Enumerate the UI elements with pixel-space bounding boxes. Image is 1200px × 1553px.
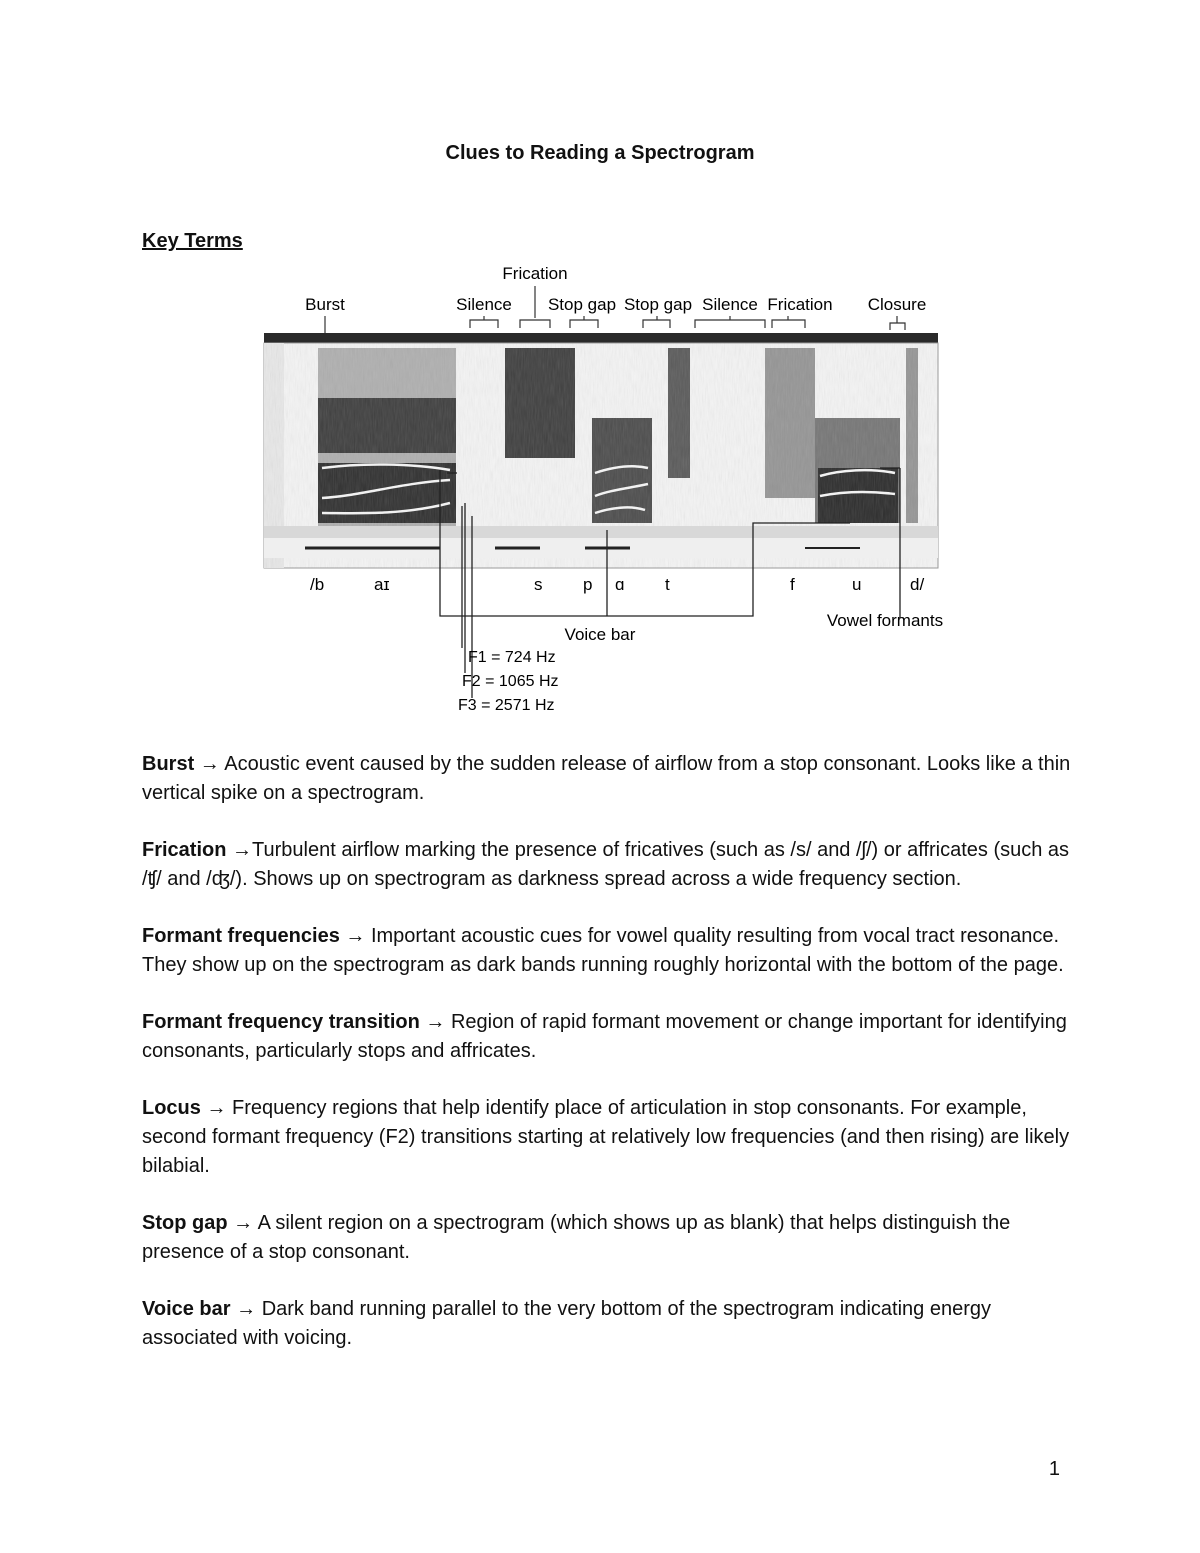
- formant-f3: F3 = 2571 Hz: [458, 697, 555, 714]
- label-burst: Burst: [305, 295, 345, 314]
- term-frication: [142, 836, 1072, 894]
- arrow-icon: →: [200, 1097, 233, 1119]
- arrow-icon: →: [194, 753, 225, 775]
- label-silence-1: Silence: [456, 295, 512, 314]
- term-definition: Acoustic event caused by the sudden release of airflow from a stop consonant. Looks like a thin vertical spike on a spectrogram.: [142, 753, 1071, 804]
- term-definition: Frequency regions that help identify place of articulation in stop consonants. For example, second formant frequency (F2) transitions starting at relatively low frequencies (and then rising) are likely bilabial.: [142, 1097, 1070, 1177]
- term-formant-frequency-transition: [142, 1008, 1072, 1066]
- label-frication-2: Frication: [767, 295, 833, 314]
- arrow-icon: →: [339, 925, 371, 947]
- arrow-icon: →: [227, 1212, 258, 1234]
- term-name: Formant frequencies: [142, 925, 340, 947]
- term-stop-gap: [142, 1209, 1072, 1267]
- label-closure: Closure: [867, 295, 927, 314]
- term-definition: Region of rapid formant movement or change important for identifying consonants, particularly stops and affricates.: [142, 1011, 1067, 1062]
- voice-bar-label: Voice bar: [564, 625, 636, 644]
- phoneme: ɑ: [615, 575, 625, 594]
- phoneme: /b: [310, 575, 325, 594]
- phoneme: d/: [910, 575, 925, 594]
- phoneme: t: [665, 575, 670, 594]
- label-stop-gap-2: Stop gap: [623, 295, 693, 314]
- arrow-icon: →: [226, 839, 253, 861]
- term-name: Frication: [142, 839, 227, 861]
- term-name: Burst: [142, 753, 195, 775]
- phoneme: s: [534, 575, 543, 594]
- formant-f1: F1 = 724 Hz: [468, 649, 556, 666]
- term-definition: A silent region on a spectrogram (which shows up as blank) that helps distinguish the presence of a stop consonant.: [142, 1212, 1011, 1263]
- term-definition: Important acoustic cues for vowel quality resulting from vocal tract resonance. They show up on the spectrogram as dark bands running roughly horizontal with the bottom of the page.: [142, 925, 1064, 976]
- page-title: Clues to Reading a Spectrogram: [445, 142, 755, 164]
- phoneme: u: [852, 575, 862, 594]
- page-number: 1: [1048, 1458, 1060, 1480]
- arrow-icon: →: [230, 1298, 262, 1320]
- spectrogram-figure: [250, 258, 950, 720]
- term-name: Locus: [142, 1097, 201, 1119]
- terms-list: [142, 750, 1072, 1381]
- phoneme: p: [583, 575, 593, 594]
- term-formant-frequencies: [142, 922, 1072, 980]
- term-name: Formant frequency transition: [142, 1011, 420, 1033]
- phoneme-row: [310, 575, 924, 594]
- term-locus: [142, 1094, 1072, 1181]
- window-titlebar: [264, 333, 938, 343]
- formant-f2: F2 = 1065 Hz: [462, 673, 559, 690]
- term-voice-bar: [142, 1295, 1072, 1353]
- time-axis: [264, 526, 938, 538]
- term-definition: Dark band running parallel to the very bottom of the spectrogram indicating energy associated with voicing.: [142, 1298, 991, 1349]
- phoneme: f: [790, 575, 795, 594]
- term-name: Stop gap: [142, 1212, 228, 1234]
- term-burst: [142, 750, 1072, 808]
- label-silence-2: Silence: [702, 295, 758, 314]
- arrow-icon: →: [419, 1011, 451, 1033]
- label-frication-1: Frication: [502, 264, 568, 283]
- term-name: Voice bar: [142, 1298, 231, 1320]
- phoneme: aɪ: [374, 575, 390, 594]
- vowel-formants-label: Vowel formants: [826, 611, 944, 630]
- term-definition: Turbulent airflow marking the presence of fricatives (such as /s/ and /ʃ/) or affricates (such as /ʧ/ and /ʤ/). Shows up on spectrogram as darkness spread across a wide frequency section.: [142, 839, 1070, 890]
- section-heading: Key Terms: [142, 230, 243, 252]
- label-stop-gap-1: Stop gap: [547, 295, 617, 314]
